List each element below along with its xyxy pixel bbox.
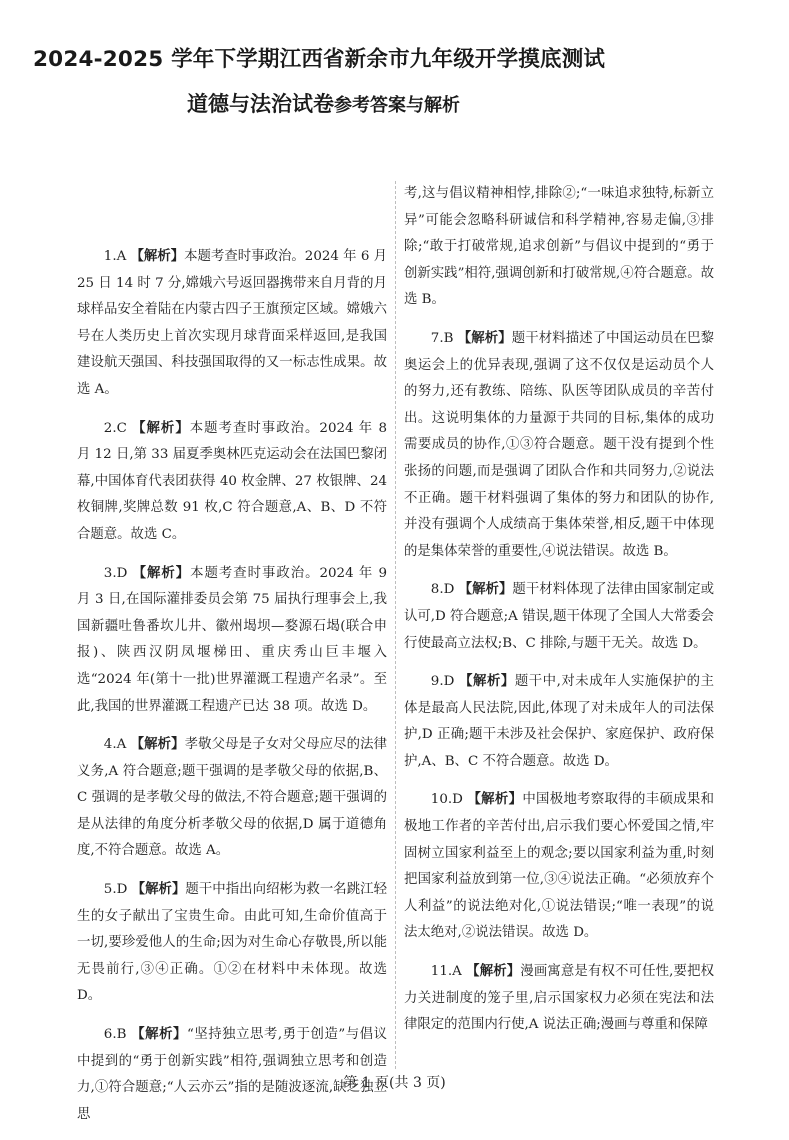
answer-number: 2.C xyxy=(103,420,127,436)
analysis-tag: 【解析】 xyxy=(131,1027,187,1043)
answer-paragraph xyxy=(404,577,714,657)
answer-paragraph xyxy=(77,416,387,549)
analysis-tag: 【解析】 xyxy=(132,565,191,581)
analysis-tag: 【解析】 xyxy=(459,674,515,690)
answer-number: 6.B xyxy=(103,1027,127,1043)
answer-paragraph xyxy=(404,326,714,565)
subtitle-main: 道德与法治试卷 xyxy=(187,92,334,116)
answer-text: 本题考查时事政治。2024 年 8 月 12 日,第 33 届夏季奥林匹克运动会在法国巴黎闭幕,中国体育代表团获得 40 枚金牌、27 枚银牌、24 枚铜牌,奖牌总数 91 枚,C 符合题意,A、B、D 不符合题意。故选 C。 xyxy=(77,420,387,542)
analysis-tag: 【解析】 xyxy=(130,249,185,264)
document-title: 2024-2025 学年下学期江西省新余市九年级开学摸底测试 xyxy=(33,47,606,72)
answer-number: 11.A xyxy=(430,964,462,980)
analysis-tag: 【解析】 xyxy=(457,330,512,346)
answer-number: 9.D xyxy=(430,674,455,690)
column-divider xyxy=(395,181,396,1069)
subtitle-sub: 参考答案与解析 xyxy=(334,95,460,116)
analysis-tag: 【解析】 xyxy=(467,792,523,808)
answer-text: 考,这与倡议精神相悖,排除②;“一味追求独特,标新立异”可能会忽略科研诚信和科学精神,容易走偏,③排除;“敢于打破常规,追求创新”与倡议中提到的“勇于创新实践”相符,强调创新和打破常规,④符合题意。故选 B。 xyxy=(404,186,714,308)
answer-paragraph xyxy=(404,669,714,775)
answer-paragraph xyxy=(404,959,714,1039)
answer-text: 题干中,对未成年人实施保护的主体是最高人民法院,因此,体现了对未成年人的司法保护,D 正确;题干未涉及社会保护、家庭保护、政府保护,A、B、C 不符合题意。故选 D。 xyxy=(404,674,714,769)
right-column xyxy=(404,181,714,1051)
answer-text: 题干材料体现了法律由国家制定或认可,D 符合题意;A 错误,题干体现了全国人大常委会行使最高立法权;B、C 排除,与题干无关。故选 D。 xyxy=(404,582,715,651)
answer-paragraph-continued xyxy=(404,181,714,314)
answer-text: 题干材料描述了中国运动员在巴黎奥运会上的优异表现,强调了这不仅仅是运动员个人的努力,还有教练、陪练、队医等团队成员的辛苦付出。这说明集体的力量源于共同的目标,集体的成功需要成员的协作,①③符合题意。题干没有提到个性张扬的问题,而是强调了团队合作和共同努力,②说法不正确。题干材料强调了集体的努力和团队的协作,并没有强调个人成绩高于集体荣誉,相反,题干中体现的是集体荣誉的重要性,④说法错误。故选 B。 xyxy=(404,330,715,559)
answer-text: 漫画寓意是有权不可任性,要把权力关进制度的笼子里,启示国家权力必须在宪法和法律限定的范围内行使,A 说法正确;漫画与尊重和保障 xyxy=(404,964,714,1033)
answer-text: 孝敬父母是子女对父母应尽的法律义务,A 符合题意;题干强调的是孝敬父母的依据,B、C 强调的是孝敬父母的做法,不符合题意;题干强调的是从法律的角度分析孝敬父母的依据,D 属于道德角度,不符合题意。故选 A。 xyxy=(77,737,388,859)
answer-paragraph xyxy=(77,877,387,1010)
analysis-tag: 【解析】 xyxy=(132,420,190,436)
answer-number: 3.D xyxy=(103,565,128,581)
answer-number: 10.D xyxy=(430,792,463,808)
answer-number: 7.B xyxy=(430,330,454,346)
answer-text: “坚持独立思考,勇于创造”与倡议中提到的“勇于创新实践”相符,强调独立思考和创造力,①符合题意;“人云亦云”指的是随波逐流,缺乏独立思 xyxy=(77,1027,388,1122)
answer-text: 本题考查时事政治。2024 年 9 月 3 日,在国际灌排委员会第 75 届执行理事会上,我国新疆吐鲁番坎儿井、徽州堨坝—婺源石堨(联合申报)、陕西汉阴凤堰梯田、重庆秀山巨丰堰入选“2024 年(第十一批)世界灌溉工程遗产名录”。至此,我国的世界灌溉工程遗产已达 38 项。故选 D。 xyxy=(77,565,387,714)
answer-number: 1.A xyxy=(103,249,127,264)
answer-number: 4.A xyxy=(103,737,127,753)
answer-paragraph xyxy=(77,561,387,721)
answer-number: 8.D xyxy=(430,582,455,598)
analysis-tag: 【解析】 xyxy=(458,582,513,598)
left-column xyxy=(77,244,387,1140)
answer-paragraph xyxy=(77,732,387,865)
page-number: 第 1 页(共 3 页) xyxy=(343,1075,446,1091)
analysis-tag: 【解析】 xyxy=(130,737,185,753)
answer-text: 本题考查时事政治。2024 年 6 月 25 日 14 时 7 分,嫦娥六号返回器携带来自月背的月球样品安全着陆在内蒙古四子王旗预定区域。嫦娥六号在人类历史上首次实现月球背面采样返回,是我国建设航天强国、科技强国取得的又一标志性成果。故选 A。 xyxy=(77,249,388,397)
answer-paragraph xyxy=(404,787,714,947)
analysis-tag: 【解析】 xyxy=(466,964,521,980)
document-subtitle xyxy=(187,88,627,118)
answer-text: 中国极地考察取得的丰硕成果和极地工作者的辛苦付出,启示我们要心怀爱国之情,牢固树立国家利益至上的观念;要以国家利益为重,时刻把国家利益放到第一位,③④说法正确。“必须放弃个人利益”的说法绝对化,①说法错误;“唯一表现”的说法太绝对,②说法错误。故选 D。 xyxy=(404,792,715,941)
analysis-tag: 【解析】 xyxy=(131,882,186,898)
answer-paragraph xyxy=(77,244,387,404)
answer-number: 5.D xyxy=(103,882,128,898)
answer-text: 题干中指出向绍彬为救一名跳江轻生的女子献出了宝贵生命。由此可知,生命价值高于一切,要珍爱他人的生命;因为对生命心存敬畏,所以能无畏前行,③④正确。①②在材料中未体现。故选 D。 xyxy=(77,882,388,1004)
